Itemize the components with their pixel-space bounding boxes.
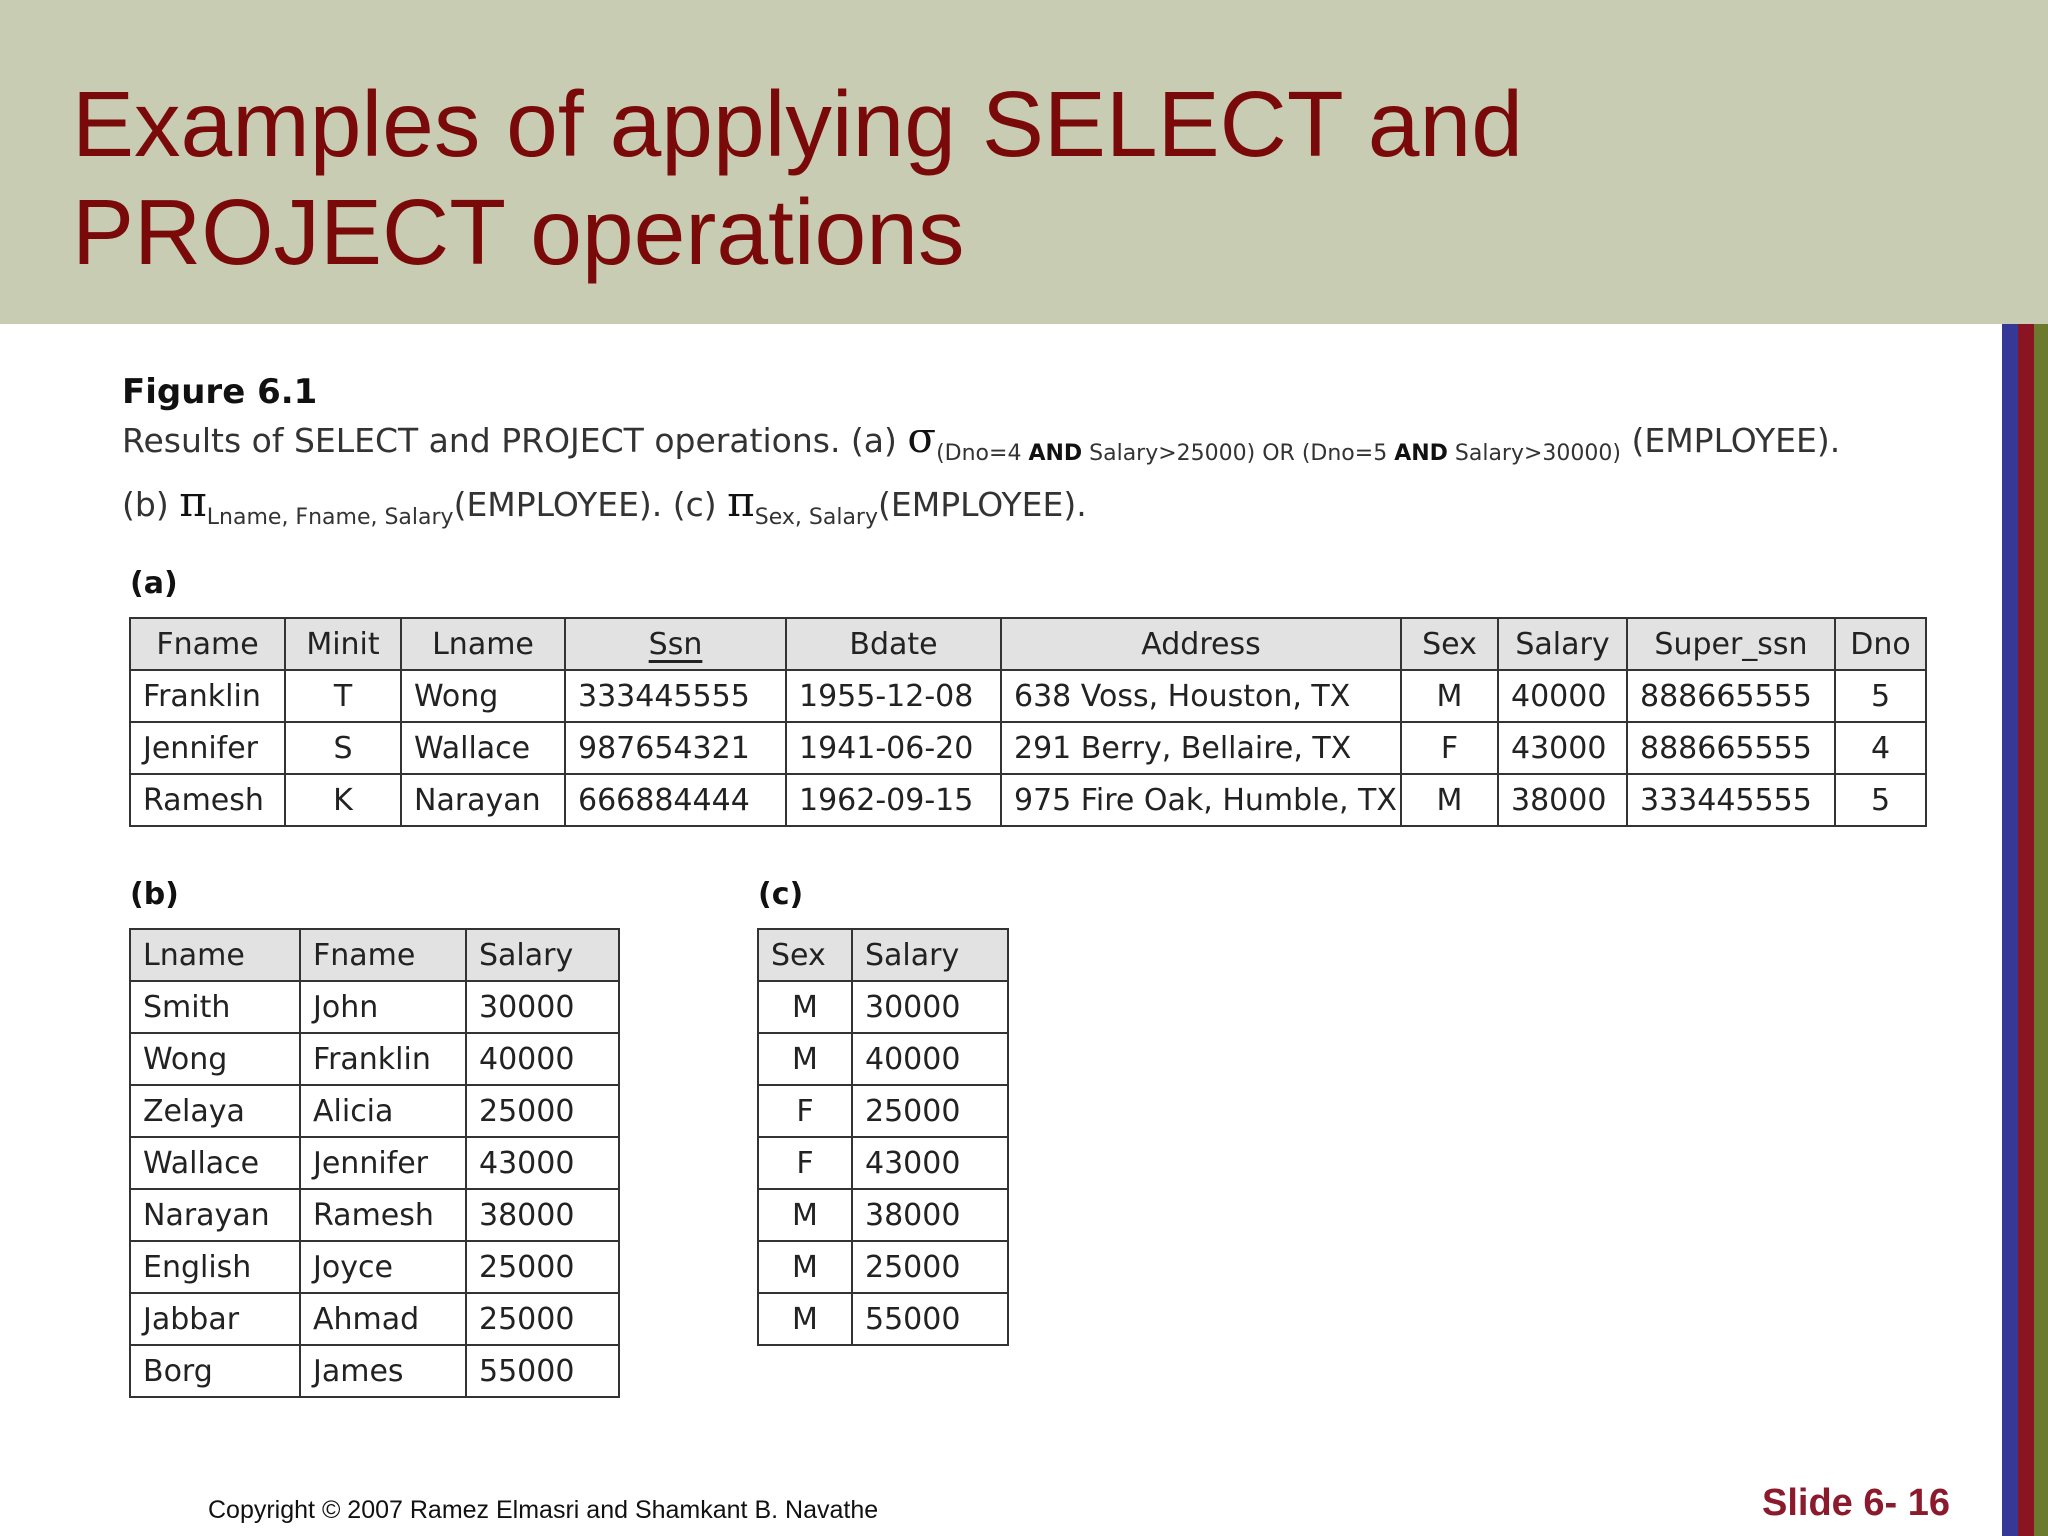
table-cell: Joyce: [300, 1241, 466, 1293]
table-cell: F: [1401, 722, 1498, 774]
table-cell: 5: [1835, 774, 1926, 826]
table-cell: 888665555: [1627, 722, 1835, 774]
column-header: [565, 618, 786, 670]
cond-part-3: Salary>30000): [1447, 441, 1621, 466]
column-header: [1627, 618, 1835, 670]
table-cell: M: [1401, 774, 1498, 826]
table-cell: 25000: [466, 1293, 619, 1345]
table-row: [758, 1137, 1008, 1189]
column-header: [1001, 618, 1401, 670]
table-cell: 40000: [1498, 670, 1627, 722]
column-header-label: Fname: [313, 937, 416, 973]
table-cell: 25000: [852, 1085, 1008, 1137]
table-b: [129, 928, 620, 1398]
column-header: [758, 929, 852, 981]
table-row: [130, 670, 1926, 722]
column-header-label: Salary: [479, 937, 574, 973]
column-header-label: Sex: [771, 937, 826, 973]
table-cell: 30000: [852, 981, 1008, 1033]
table-cell: John: [300, 981, 466, 1033]
table-cell: Narayan: [130, 1189, 300, 1241]
table-row: [758, 1189, 1008, 1241]
table-cell: 987654321: [565, 722, 786, 774]
column-header-label: Ssn: [648, 626, 703, 662]
decor-stripe-blue: [2002, 324, 2018, 1536]
caption-end: (EMPLOYEE).: [878, 485, 1087, 524]
table-cell: 333445555: [565, 670, 786, 722]
table-cell: M: [1401, 670, 1498, 722]
table-cell: 38000: [466, 1189, 619, 1241]
table-row: [130, 981, 619, 1033]
caption-text: Results of SELECT and PROJECT operations. (a): [122, 421, 908, 460]
table-cell: 38000: [852, 1189, 1008, 1241]
table-cell: 888665555: [1627, 670, 1835, 722]
slide-title: [72, 70, 1523, 286]
table-cell: 25000: [466, 1241, 619, 1293]
cond-and-2: AND: [1394, 441, 1448, 466]
cond-part-1: (Dno=4: [936, 441, 1029, 466]
column-header: [1498, 618, 1627, 670]
table-cell: 40000: [466, 1033, 619, 1085]
figure-label: Figure 6.1: [122, 372, 318, 412]
slide-number: Slide 6- 16: [1762, 1482, 1950, 1524]
decor-stripe-green: [2034, 324, 2048, 1536]
table-cell: Franklin: [130, 670, 285, 722]
column-header-label: Lname: [143, 937, 245, 973]
table-cell: 291 Berry, Bellaire, TX: [1001, 722, 1401, 774]
cond-and-1: AND: [1028, 441, 1083, 466]
table-cell: English: [130, 1241, 300, 1293]
column-header: [466, 929, 619, 981]
table-row: [130, 722, 1926, 774]
cond-part-2: Salary>25000) OR (Dno=5: [1082, 441, 1395, 466]
column-header-label: Lname: [432, 626, 534, 662]
table-cell: 1962-09-15: [786, 774, 1001, 826]
table-cell: 4: [1835, 722, 1926, 774]
column-header: [300, 929, 466, 981]
table-cell: 43000: [852, 1137, 1008, 1189]
pi-symbol-1: π: [179, 477, 207, 526]
table-cell: 5: [1835, 670, 1926, 722]
figure-caption: [122, 370, 1840, 542]
decor-stripe-red: [2018, 324, 2034, 1536]
caption-mid: (EMPLOYEE). (c): [453, 485, 728, 524]
column-header-label: Fname: [156, 626, 259, 662]
table-cell: 666884444: [565, 774, 786, 826]
table-cell: F: [758, 1137, 852, 1189]
table-cell: 43000: [1498, 722, 1627, 774]
column-header-label: Address: [1141, 626, 1261, 662]
table-c-label: (c): [758, 877, 804, 912]
table-cell: Borg: [130, 1345, 300, 1397]
table-cell: T: [285, 670, 401, 722]
column-header: [1401, 618, 1498, 670]
table-cell: Smith: [130, 981, 300, 1033]
table-cell: M: [758, 1033, 852, 1085]
table-cell: 43000: [466, 1137, 619, 1189]
table-cell: Wallace: [130, 1137, 300, 1189]
slide-title-line-2: PROJECT operations: [72, 180, 965, 284]
table-row: [130, 1293, 619, 1345]
table-cell: 25000: [852, 1241, 1008, 1293]
table-c-header-row: [758, 929, 1008, 981]
caption-b-prefix: (b): [122, 485, 180, 524]
table-cell: M: [758, 981, 852, 1033]
table-cell: 38000: [1498, 774, 1627, 826]
table-row: [758, 1293, 1008, 1345]
table-cell: 975 Fire Oak, Humble, TX: [1001, 774, 1401, 826]
table-cell: 1955-12-08: [786, 670, 1001, 722]
column-header: [401, 618, 565, 670]
table-row: [130, 1033, 619, 1085]
column-header: [130, 929, 300, 981]
slide-title-line-1: Examples of applying SELECT and: [72, 72, 1523, 176]
table-cell: Jennifer: [130, 722, 285, 774]
table-cell: 40000: [852, 1033, 1008, 1085]
table-cell: M: [758, 1293, 852, 1345]
column-header-label: Super_ssn: [1654, 626, 1808, 662]
caption-line-1: [122, 414, 1840, 478]
table-cell: Zelaya: [130, 1085, 300, 1137]
table-cell: Alicia: [300, 1085, 466, 1137]
table-cell: 1941-06-20: [786, 722, 1001, 774]
column-header: [1835, 618, 1926, 670]
table-cell: 55000: [852, 1293, 1008, 1345]
column-header-label: Bdate: [849, 626, 938, 662]
table-cell: Narayan: [401, 774, 565, 826]
table-c: [757, 928, 1009, 1346]
table-row: [130, 1137, 619, 1189]
table-cell: 638 Voss, Houston, TX: [1001, 670, 1401, 722]
table-row: [130, 1241, 619, 1293]
table-cell: 25000: [466, 1085, 619, 1137]
column-header: [786, 618, 1001, 670]
caption-relation-1: (EMPLOYEE).: [1621, 421, 1841, 460]
table-cell: M: [758, 1241, 852, 1293]
table-b-header-row: [130, 929, 619, 981]
column-header-label: Minit: [306, 626, 380, 662]
table-row: [130, 1345, 619, 1397]
column-header-label: Dno: [1850, 626, 1911, 662]
pi-symbol-2: π: [727, 477, 755, 526]
table-cell: M: [758, 1189, 852, 1241]
column-header-label: Salary: [1515, 626, 1610, 662]
table-b-label: (b): [130, 877, 179, 912]
table-cell: 333445555: [1627, 774, 1835, 826]
table-row: [130, 1189, 619, 1241]
table-cell: 55000: [466, 1345, 619, 1397]
table-row: [758, 1241, 1008, 1293]
table-row: [758, 1033, 1008, 1085]
table-cell: Wong: [401, 670, 565, 722]
table-cell: James: [300, 1345, 466, 1397]
column-header-label: Sex: [1422, 626, 1477, 662]
column-header: [852, 929, 1008, 981]
table-row: [758, 1085, 1008, 1137]
table-a-header-row: [130, 618, 1926, 670]
sigma-symbol: σ: [907, 413, 937, 462]
table-row: [758, 981, 1008, 1033]
table-cell: S: [285, 722, 401, 774]
projection-list-1: Lname, Fname, Salary: [206, 505, 454, 530]
table-cell: 30000: [466, 981, 619, 1033]
table-cell: K: [285, 774, 401, 826]
selection-condition: [936, 441, 1621, 466]
table-a-label: (a): [130, 566, 178, 601]
caption-line-2: [122, 478, 1840, 542]
title-bar: [0, 0, 2048, 324]
column-header: [130, 618, 285, 670]
column-header-label: Salary: [865, 937, 960, 973]
table-row: [130, 774, 1926, 826]
table-cell: Ramesh: [300, 1189, 466, 1241]
table-row: [130, 1085, 619, 1137]
copyright-notice: Copyright © 2007 Ramez Elmasri and Shamkant B. Navathe: [208, 1496, 879, 1524]
table-cell: Wong: [130, 1033, 300, 1085]
column-header: [285, 618, 401, 670]
table-cell: Wallace: [401, 722, 565, 774]
table-a: [129, 617, 1927, 827]
table-cell: Ahmad: [300, 1293, 466, 1345]
table-cell: F: [758, 1085, 852, 1137]
projection-list-2: Sex, Salary: [754, 505, 878, 530]
table-cell: Franklin: [300, 1033, 466, 1085]
table-cell: Jabbar: [130, 1293, 300, 1345]
table-cell: Ramesh: [130, 774, 285, 826]
table-cell: Jennifer: [300, 1137, 466, 1189]
